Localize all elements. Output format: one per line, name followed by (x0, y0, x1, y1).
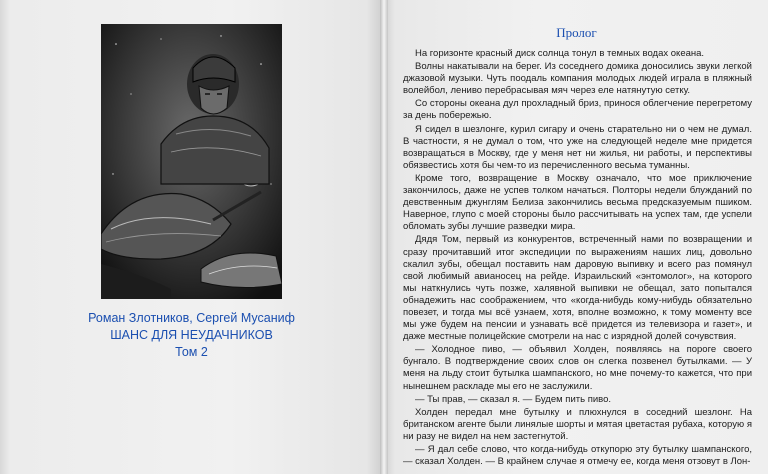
paragraph: — Ты прав, — сказал я. — Будем пить пиво. (415, 393, 612, 405)
chapter-title: Пролог (556, 25, 597, 40)
paragraph: Я сидел в шезлонге, курил сигару и очень старательно ни о чем не думал. В частности, я не думал о том, что уже на следующей неделе мне придется возвращаться в Москву, где у меня нет ни жилья, ни работы, и перспективы обязвестись хотя бы чем-то из перечисленного весьма туманны. (403, 123, 752, 171)
paragraph: Со стороны океана дул прохладный бриз, принося облегчение перегретому за день побережью. (403, 98, 752, 122)
book-spine (380, 0, 388, 474)
paragraph: Холден передал мне бутылку и плюхнулся в соседний шезлонг. На британском агенте были линялые шорты и мятая цветастая рубаха, которую я ни разу не видел на нем застегнутой. (403, 406, 752, 442)
paragraph: Волны накатывали на берег. Из соседнего домика доносились звуки легкой джазовой музыки. Чуть поодаль компания молодых людей играла в пляжный волейбол, лениво перебрасывая мяч через еле натянутую сетку. (403, 61, 752, 97)
book-title: ШАНС ДЛЯ НЕУДАЧНИКОВ (110, 328, 273, 342)
paragraph: — Холодное пиво, — объявил Холден, появляясь на пороге своего бунгало. В подтверждение своих слов он слегка позвенел бутылками. — У меня на льду стоит бутылка шампанского, но мне почему-то кажется, что при нынешнем раскладе мы его не заслужили. (403, 344, 752, 392)
chapter-text (403, 48, 752, 469)
paragraph: На горизонте красный диск солнца тонул в темных водах океана. (415, 48, 705, 59)
paragraph: Кроме того, возвращение в Москву означало, что мое приключение закончилось, даже не успев толком начаться. Полторы недели блужданий по девственным джунглям Белиза закончились весьма предсказуемым пшиком. Наверное, глупо с моей стороны было рассчитывать на успех там, где успели обломать зубы лучшие разведки мира. (403, 172, 752, 233)
cover-illustration (101, 24, 282, 299)
book-authors: Роман Злотников, Сергей Мусаниф (88, 311, 295, 325)
left-page[interactable] (0, 0, 383, 474)
paragraph: — Я дал себе слово, что когда-нибудь откупорю эту бутылку шампанского, — сказал Холден. — В крайнем случае я отмечу ее, когда меня отзовут в Лон- (403, 444, 752, 468)
paragraph: Дядя Том, первый из конкурентов, встреченный нами по возвращении и сразу прочитавший итог экспедиции по выражениям наших лиц, довольно скалил зубы, обещал поставить нам даровую выпивку и всего раз помянул свой любимый авианосец на рейде. Израильский «энтомолог», на которого мы наткнулись чуть позже, халявной выпивки не обещал, зато попытался обнадежить нас соображением, что «когда-нибудь кому-нибудь обязательно повезет, и тогда мы всё узнаем, хотя, вполне возможно, к тому моменту все мы уже будем на пенсии и узнавать всё придется из телевизора и газет», и даже местные полицейские смотрели на нас с изрядной долей сочувствия. (403, 234, 752, 343)
book-volume: Том 2 (175, 345, 208, 359)
